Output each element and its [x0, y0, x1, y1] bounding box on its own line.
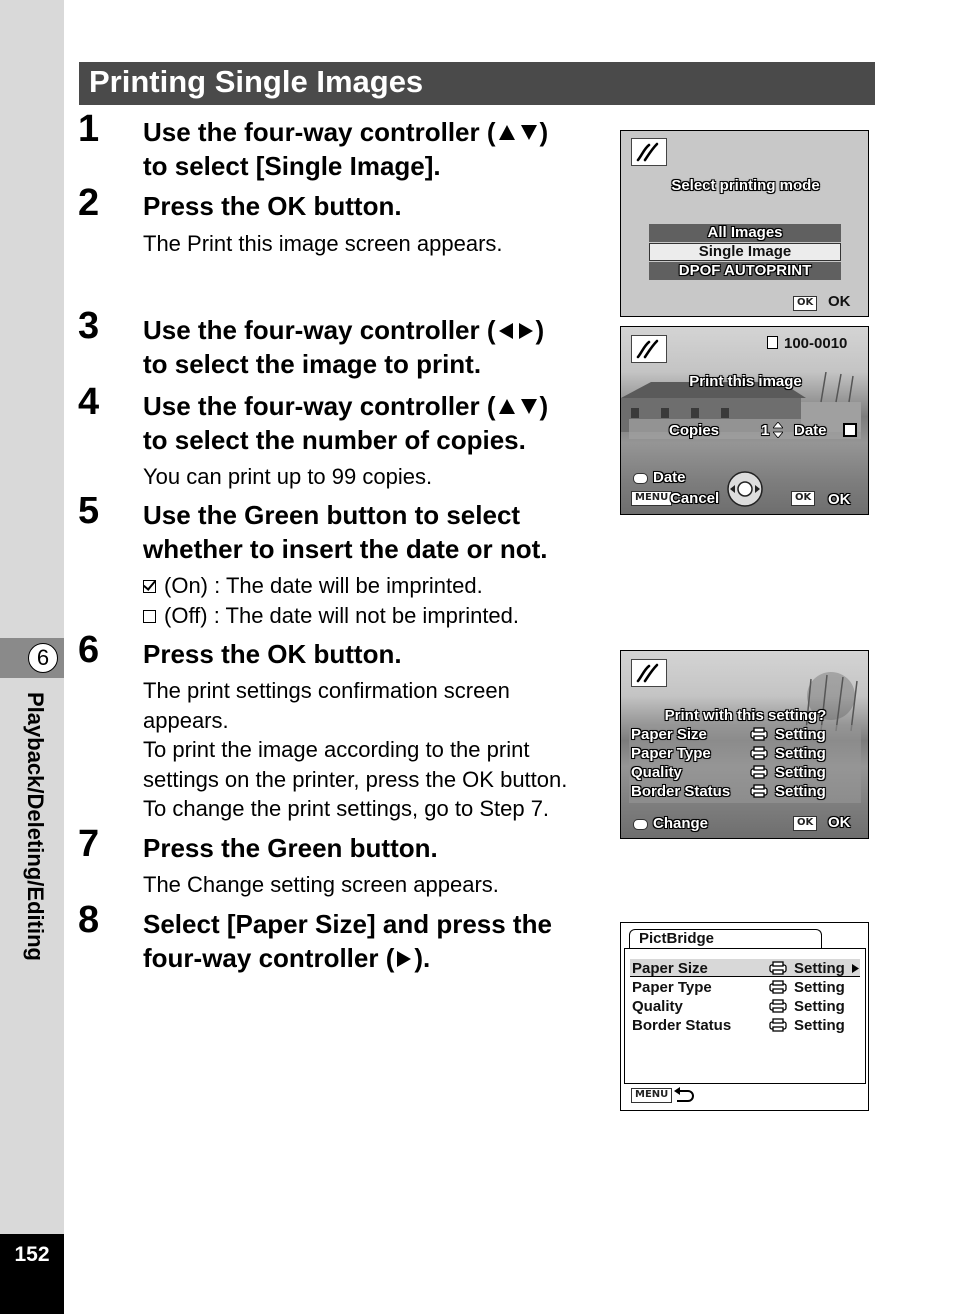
pictbridge-icon: [631, 335, 667, 363]
step-6-number: 6: [78, 629, 100, 671]
step-2-text: Press the OK button.: [143, 191, 402, 221]
copies-value[interactable]: 1: [761, 422, 770, 439]
up-arrow-icon: [499, 125, 515, 140]
step-1-line2: to select [Single Image].: [143, 151, 441, 181]
screen2-heading: Print this image: [689, 373, 802, 390]
step-4-number: 4: [78, 381, 100, 423]
green-date-label: Date: [653, 469, 686, 486]
step-5-number: 5: [78, 490, 100, 532]
screen1-option[interactable]: All Images: [707, 224, 783, 241]
menu-key-icon: MENU: [631, 491, 672, 506]
setting-row-label: Quality: [631, 764, 682, 781]
screen3-heading: Print with this setting?: [664, 707, 827, 724]
step-1-paren: ): [539, 117, 549, 147]
step-8-text: [143, 907, 552, 975]
step-6-body: [143, 676, 567, 824]
setting-row-label: Paper Size: [631, 726, 707, 743]
step-4-body: You can print up to 99 copies.: [143, 464, 433, 489]
pictbridge-icon: [631, 138, 667, 166]
setting-row-value: Setting: [775, 745, 826, 762]
right-arrow-icon: [397, 951, 411, 967]
screen-print-settings: [620, 650, 869, 839]
step-8-line1: Select [Paper Size] and press the: [143, 909, 552, 939]
step-5-line1: Use the Green button to select: [143, 500, 521, 530]
page-number: 152: [14, 1243, 50, 1266]
step-6-body-line: To change the print settings, go to Step 7.: [143, 796, 550, 821]
printer-icon: [769, 961, 787, 975]
step-7-text: Press the Green button.: [143, 833, 438, 863]
printer-icon: [750, 727, 768, 741]
menu-key-icon: MENU: [631, 1088, 672, 1103]
step-5-option-off: [143, 601, 519, 631]
green-button-icon: [633, 819, 648, 830]
menu-tab-title[interactable]: PictBridge: [639, 930, 715, 947]
page-title: Printing Single Images: [89, 64, 424, 99]
screen1-heading: Select printing mode: [671, 177, 820, 194]
four-way-controller-icon: [726, 470, 764, 508]
step-1-text: [143, 115, 548, 183]
step-3-number: 3: [78, 305, 100, 347]
ok-key-icon: OK: [791, 491, 815, 506]
option-on-text: (On) : The date will be imprinted.: [164, 573, 483, 598]
screen3-ok-label: OK: [828, 814, 851, 831]
menu-row-value: Setting: [794, 998, 845, 1015]
step-8-paren: ).: [414, 943, 431, 973]
chapter-number: 6: [28, 643, 58, 673]
step-1-line1: Use the four-way controller (: [143, 117, 496, 147]
copies-label: Copies: [669, 422, 720, 439]
printer-icon: [769, 980, 787, 994]
down-arrow-icon: [521, 125, 537, 140]
checkbox-empty-icon: [143, 610, 156, 623]
step-6-text: Press the OK button.: [143, 639, 402, 669]
menu-row-label[interactable]: Paper Type: [632, 979, 712, 996]
right-arrow-icon: [519, 323, 533, 339]
setting-row-value: Setting: [775, 726, 826, 743]
step-6-body-line: settings on the printer, press the OK button.: [143, 766, 568, 792]
step-3-paren: ): [535, 315, 545, 345]
printer-icon: [750, 765, 768, 779]
file-icon: [767, 336, 778, 349]
printer-icon: [769, 1018, 787, 1032]
step-8-line2: four-way controller (: [143, 943, 395, 973]
screen2-ok-label: OK: [828, 491, 851, 508]
option-off-text: (Off) : The date will not be imprinted.: [164, 603, 520, 628]
setting-row-label: Border Status: [631, 783, 731, 800]
step-6-body-line: appears.: [143, 707, 229, 733]
step-4-paren: ): [539, 391, 549, 421]
setting-row-value: Setting: [775, 764, 826, 781]
step-5-line2: whether to insert the date or not.: [143, 534, 548, 564]
step-4-text: [143, 389, 548, 457]
step-8-number: 8: [78, 899, 100, 941]
menu-row-label[interactable]: Paper Size: [632, 960, 708, 977]
step-5-text: [143, 498, 547, 566]
file-number: 100-0010: [784, 335, 848, 352]
menu-row-label[interactable]: Border Status: [632, 1017, 732, 1034]
menu-row-value: Setting: [794, 979, 845, 996]
step-2-body: The Print this image screen appears.: [143, 231, 503, 256]
pictbridge-icon: [631, 659, 667, 687]
screen1-option[interactable]: DPOF AUTOPRINT: [678, 262, 812, 279]
screen1-option[interactable]: Single Image: [698, 243, 792, 260]
step-2-number: 2: [78, 182, 100, 224]
left-arrow-icon: [499, 323, 513, 339]
step-7-body: The Change setting screen appears.: [143, 872, 499, 897]
step-3-line2: to select the image to print.: [143, 349, 482, 379]
step-3-line1: Use the four-way controller (: [143, 315, 496, 345]
ok-key-icon: OK: [793, 816, 817, 831]
printer-icon: [750, 746, 768, 760]
menu-row-value: Setting: [794, 960, 845, 977]
menu-row-value: Setting: [794, 1017, 845, 1034]
change-label: Change: [653, 815, 709, 832]
up-arrow-icon: [499, 399, 515, 414]
menu-row-label[interactable]: Quality: [632, 998, 683, 1015]
step-1-number: 1: [78, 108, 100, 150]
cancel-label: Cancel: [670, 490, 720, 507]
screen-print-image: [620, 326, 869, 515]
printer-icon: [750, 784, 768, 798]
screen-select-mode: [620, 130, 869, 317]
ok-key-icon: OK: [793, 296, 817, 311]
date-label: Date: [794, 422, 827, 439]
setting-row-label: Paper Type: [631, 745, 711, 762]
screen-pictbridge-menu: [620, 922, 869, 1111]
printer-icon: [769, 999, 787, 1013]
down-arrow-icon: [521, 399, 537, 414]
step-4-line1: Use the four-way controller (: [143, 391, 496, 421]
step-5-option-on: [143, 571, 483, 601]
step-6-body-line: To print the image according to the print: [143, 737, 530, 762]
checkbox-checked-icon: [143, 580, 156, 593]
setting-row-value: Setting: [775, 783, 826, 800]
back-arrow-icon[interactable]: [673, 1087, 695, 1103]
step-3-text: [143, 313, 544, 381]
step-7-number: 7: [78, 823, 100, 865]
step-6-body-line: The print settings confirmation screen: [143, 678, 510, 703]
up-down-arrows-icon: [773, 422, 783, 438]
date-checkbox[interactable]: [843, 423, 857, 437]
screen1-ok-label: OK: [828, 293, 851, 310]
right-arrow-icon: [852, 964, 859, 973]
chapter-title: Playback/Deleting/Editing: [23, 692, 48, 961]
step-4-line2: to select the number of copies.: [143, 425, 526, 455]
green-button-icon: [633, 473, 648, 484]
